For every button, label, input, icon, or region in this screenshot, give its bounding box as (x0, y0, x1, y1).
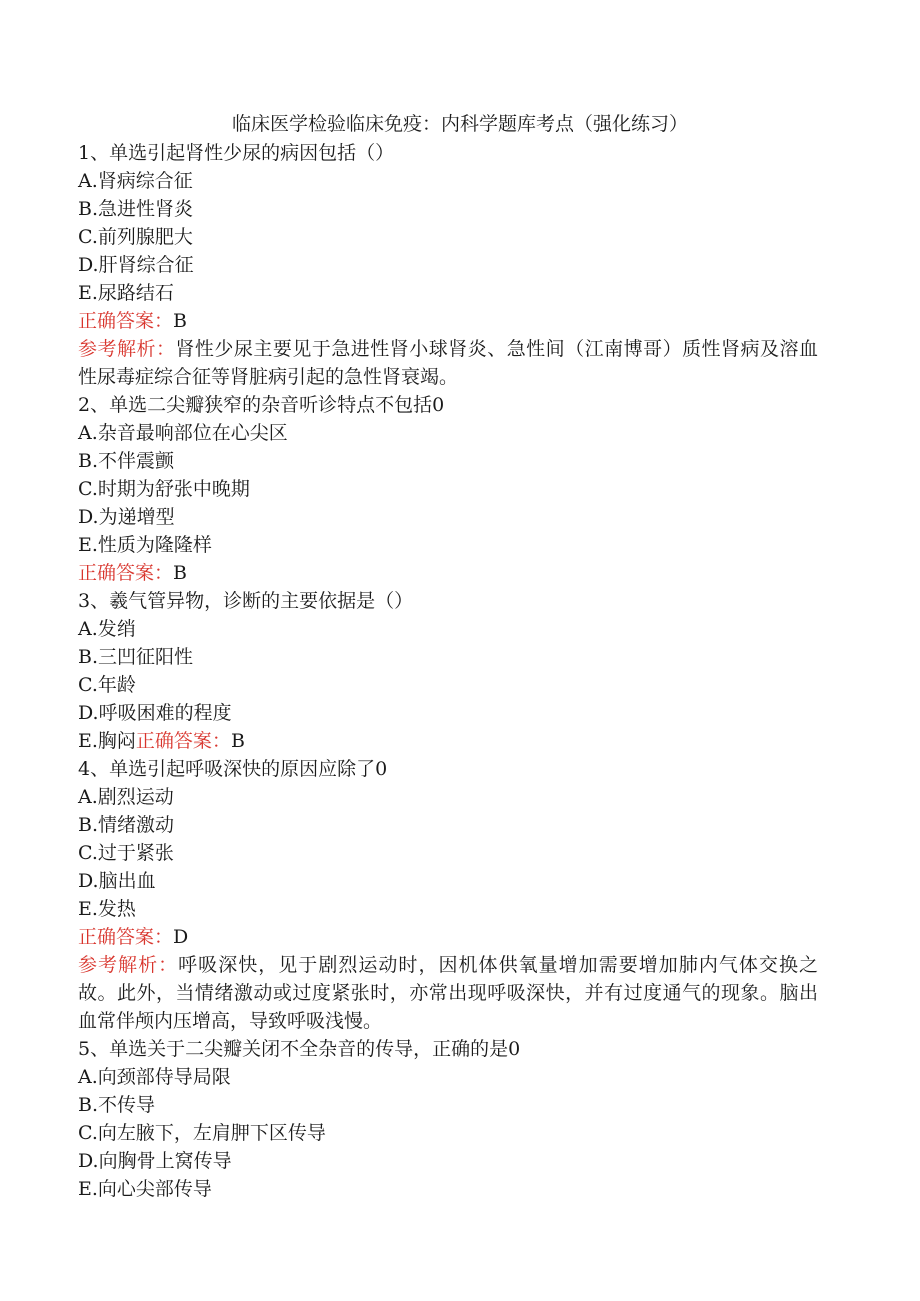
question-2-option-d: D.为递增型 (78, 506, 175, 528)
question-2-answer (78, 559, 818, 587)
question-2-option-c: C.时期为舒张中晚期 (78, 478, 250, 500)
question-5-stem: 5、单选关于二尖瓣关闭不全杂音的传导，正确的是0 (78, 1038, 521, 1060)
question-4-option-a: A.剧烈运动 (78, 786, 174, 808)
analysis-label: 参考解析： (78, 338, 176, 360)
question-2-stem: 2、单选二尖瓣狭窄的杂音听诊特点不包括0 (78, 394, 445, 416)
question-1-option-e: E.尿路结石 (78, 282, 174, 304)
question-5-option-e: E.向心尖部传导 (78, 1178, 212, 1200)
question-1-option-c: C.前列腺肥大 (78, 226, 193, 248)
question-1-analysis (78, 335, 818, 391)
question-4-option-e: E.发热 (78, 898, 136, 920)
answer-value: B (230, 730, 245, 752)
question-3-option-d: D.呼吸困难的程度 (78, 702, 232, 724)
question-5-option-b: B.不传导 (78, 1094, 156, 1116)
question-3-option-a: A.发绡 (78, 618, 136, 640)
question-1-option-d: D.肝肾综合征 (78, 254, 194, 276)
question-2-option-e: E.性质为隆隆样 (78, 534, 212, 556)
analysis-label: 参考解析： (78, 954, 179, 976)
question-4-stem: 4、单选引起呼吸深快的原因应除了0 (78, 758, 388, 780)
analysis-text: 呼吸深快，见于剧烈运动时，因机体供氧量增加需要增加肺内气体交换之故。此外，当情绪激动或过度紧张时，亦常出现呼吸深快，并有过度通气的现象。脑出血常伴颅内压增高，导致呼吸浅慢。 (78, 954, 818, 1032)
question-3-stem: 3、羲气管异物，诊断的主要依据是（） (78, 590, 414, 612)
question-1-answer (78, 307, 818, 335)
question-3-option-e: E.胸闷 (78, 730, 136, 752)
answer-label: 正确答案： (78, 562, 174, 584)
question-5-option-d: D.向胸骨上窝传导 (78, 1150, 232, 1172)
question-4-answer (78, 923, 818, 951)
question-5-option-a: A.向颈部侍导局限 (78, 1066, 231, 1088)
answer-label: 正确答案： (78, 926, 174, 948)
answer-label: 正确答案： (78, 310, 174, 332)
question-2-option-b: B.不伴震颤 (78, 450, 175, 472)
question-5-option-c: C.向左腋下，左肩胛下区传导 (78, 1122, 326, 1144)
question-4-option-d: D.脑出血 (78, 870, 156, 892)
question-1-option-a: A.肾病综合征 (78, 170, 193, 192)
question-4-option-c: C.过于紧张 (78, 842, 174, 864)
question-1-option-b: B.急进性肾炎 (78, 198, 194, 220)
question-2-option-a: A.杂音最响部位在心尖区 (78, 422, 288, 444)
answer-value: B (173, 562, 187, 584)
question-3-option-e-with-answer (78, 727, 818, 755)
answer-label: 正确答案： (135, 730, 231, 752)
question-4-analysis (78, 951, 818, 1035)
question-4-option-b: B.情绪激动 (78, 814, 175, 836)
analysis-text: 肾性少尿主要见于急进性肾小球肾炎、急性间（江南博哥）质性肾病及溶血性尿毒症综合征等肾脏病引起的急性肾衰竭。 (78, 338, 818, 388)
question-3-option-b: B.三凹征阳性 (78, 646, 194, 668)
question-3-option-c: C.年龄 (78, 674, 136, 696)
answer-value: D (173, 926, 189, 948)
question-1-stem: 1、单选引起肾性少尿的病因包括（） (78, 142, 395, 164)
document-title: 临床医学检验临床免疫：内科学题库考点（强化练习） (231, 113, 688, 135)
answer-value: B (173, 310, 187, 332)
